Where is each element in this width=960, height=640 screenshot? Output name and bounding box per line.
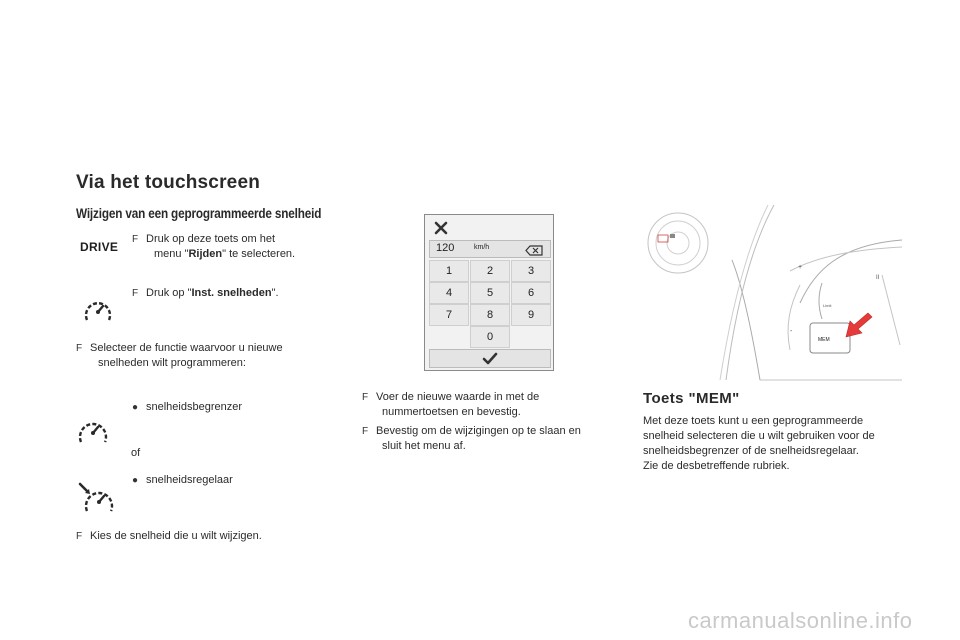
mem-description: Met deze toets kunt u een geprogrammeerde snelheid selecteren die u wilt gebruiken voor de snelheidsbegrenzer of de snelheidsregelaar. Zie de desbetreffende rubriek. [643, 415, 875, 472]
steering-wheel-illustration [640, 205, 906, 381]
mem-label: MEM [818, 337, 830, 343]
confirm-button[interactable] [429, 349, 551, 368]
mem-title: Toets "MEM" [643, 390, 740, 407]
or-label: of [131, 447, 141, 459]
bullet-icon: F [362, 426, 369, 437]
keypad-key[interactable]: 1 [429, 260, 469, 282]
limit-label: Limit [823, 303, 832, 308]
keypad-screen [424, 214, 554, 371]
speedometer-icon [82, 296, 114, 324]
keypad-key[interactable]: 0 [470, 326, 510, 348]
keypad-key[interactable]: 9 [511, 304, 551, 326]
bullet-icon: F [132, 288, 139, 299]
step-6: F Bevestig om de wijzigingen op te slaan en sluit het menu af. [362, 425, 581, 452]
section-subtitle: Wijzigen van een geprogrammeerde snelheid [76, 205, 322, 221]
checkmark-icon [482, 352, 498, 365]
drive-label: DRIVE [80, 240, 119, 254]
bullet-icon: F [132, 234, 139, 245]
cruise-control-icon [76, 481, 118, 515]
step-1: F Druk op deze toets om het menu "Rijden" te selecteren. [132, 233, 296, 260]
bullet-icon: F [76, 343, 83, 354]
option-limiter: ● snelheidsbegrenzer [132, 401, 243, 413]
unit-label: km/h [474, 244, 490, 251]
watermark: carmanualsonline.info [688, 608, 913, 633]
backspace-icon[interactable] [524, 243, 544, 254]
step-4: F Kies de snelheid die u wilt wijzigen. [76, 530, 262, 542]
keypad-key[interactable]: 2 [470, 260, 510, 282]
bullet-icon: F [362, 392, 369, 403]
step-5: F Voer de nieuwe waarde in met de nummertoetsen en bevestig. [362, 391, 540, 418]
keypad-key[interactable]: 7 [429, 304, 469, 326]
keypad-key[interactable]: 5 [470, 282, 510, 304]
option-regulator: ● snelheidsregelaar [132, 474, 233, 486]
dot-icon: ● [132, 402, 139, 413]
keypad-key[interactable]: 3 [511, 260, 551, 282]
dot-icon: ● [132, 475, 139, 486]
keypad-key[interactable]: 8 [470, 304, 510, 326]
value-bar [429, 240, 551, 258]
svg-text:+: + [798, 264, 803, 271]
page-title: Via het touchscreen [76, 172, 261, 193]
keypad-key[interactable]: 4 [429, 282, 469, 304]
speed-limiter-icon [76, 416, 110, 446]
close-icon[interactable] [429, 219, 453, 237]
svg-text:II: II [876, 275, 880, 281]
keypad-key[interactable]: 6 [511, 282, 551, 304]
bullet-icon: F [76, 531, 83, 542]
speed-value: 120 [436, 242, 455, 254]
step-2: F Druk op "Inst. snelheden". [132, 287, 279, 299]
step-3: F Selecteer de functie waarvoor u nieuwe snelheden wilt programmeren: [76, 342, 283, 369]
red-arrow-icon [846, 313, 872, 337]
svg-text:-: - [790, 328, 793, 335]
